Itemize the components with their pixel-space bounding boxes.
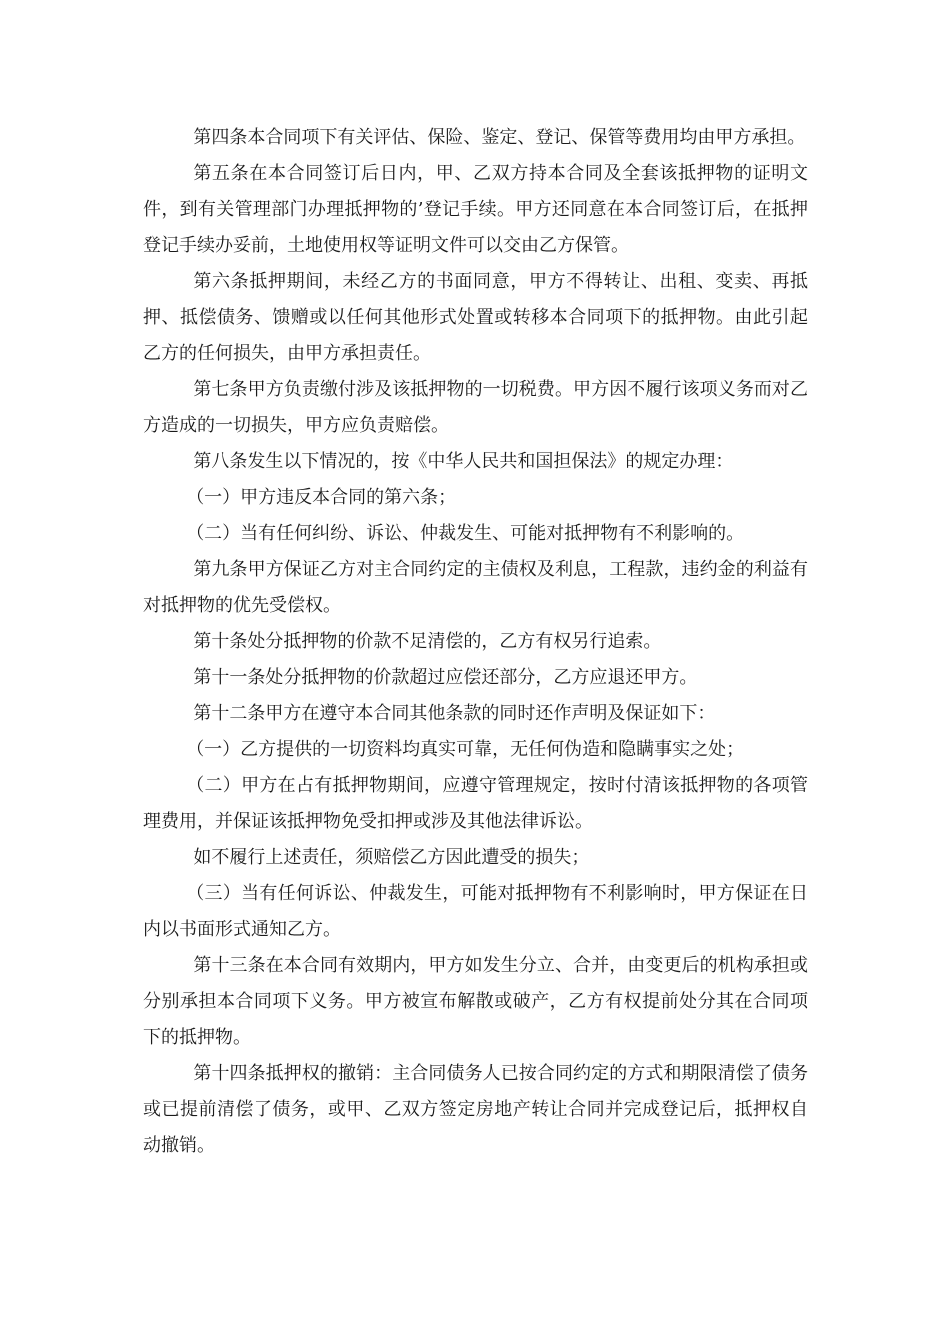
paragraph-article-8: 第八条发生以下情况的，按《中华人民共和国担保法》的规定办理：: [193, 451, 734, 472]
paragraph-article-12-item-3: （三）当有任何诉讼、仲裁发生，可能对抵押物有不利影响时，甲方保证在日内以书面形式通知乙方。: [143, 883, 808, 940]
document-body: [143, 120, 808, 1164]
paragraph-article-11: 第十一条处分抵押物的价款超过应偿还部分，乙方应退还甲方。: [193, 667, 698, 688]
paragraph-article-10: 第十条处分抵押物的价款不足清偿的，乙方有权另行追索。: [193, 631, 662, 652]
paragraph-article-12-item-2: （二）甲方在占有抵押物期间，应遵守管理规定，按时付清该抵押物的各项管理费用，并保证该抵押物免受扣押或涉及其他法律诉讼。: [143, 775, 808, 832]
paragraph-article-14: 第十四条抵押权的撤销：主合同债务人已按合同约定的方式和期限清偿了债务或已提前清偿了债务，或甲、乙双方签定房地产转让合同并完成登记后，抵押权自动撤销。: [143, 1063, 808, 1156]
paragraph-article-13: 第十三条在本合同有效期内，甲方如发生分立、合并，由变更后的机构承担或分别承担本合同项下义务。甲方被宣布解散或破产，乙方有权提前处分其在合同项下的抵押物。: [143, 955, 808, 1048]
paragraph-article-8-item-2: （二）当有任何纠纷、诉讼、仲裁发生、可能对抵押物有不利影响的。: [186, 523, 745, 544]
paragraph-article-12: 第十二条甲方在遵守本合同其他条款的同时还作声明及保证如下：: [193, 703, 716, 724]
paragraph-article-6: 第六条抵押期间，未经乙方的书面同意，甲方不得转让、出租、变卖、再抵押、抵偿债务、馈赠或以任何其他形式处置或转移本合同项下的抵押物。由此引起乙方的任何损失，由甲方承担责任。: [143, 271, 808, 364]
paragraph-article-8-item-1: （一）甲方违反本合同的第六条；: [186, 487, 457, 508]
paragraph-article-5: 第五条在本合同签订后日内，甲、乙双方持本合同及全套该抵押物的证明文件，到有关管理部门办理抵押物的’登记手续。甲方还同意在本合同签订后，在抵押登记手续办妥前，土地使用权等证明文件可以交由乙方保管。: [143, 163, 808, 256]
paragraph-article-7: 第七条甲方负责缴付涉及该抵押物的一切税费。甲方因不履行该项义务而对乙方造成的一切损失，甲方应负责赔偿。: [143, 379, 808, 436]
paragraph-article-12-item-1: （一）乙方提供的一切资料均真实可靠，无任何伪造和隐瞒事实之处；: [186, 739, 745, 760]
paragraph-article-12-item-2-continued: 如不履行上述责任，须赔偿乙方因此遭受的损失；: [193, 847, 590, 868]
paragraph-article-9: 第九条甲方保证乙方对主合同约定的主债权及利息，工程款，违约金的利益有对抵押物的优先受偿权。: [143, 559, 808, 616]
paragraph-article-4: 第四条本合同项下有关评估、保险、鉴定、登记、保管等费用均由甲方承担。: [193, 127, 806, 148]
